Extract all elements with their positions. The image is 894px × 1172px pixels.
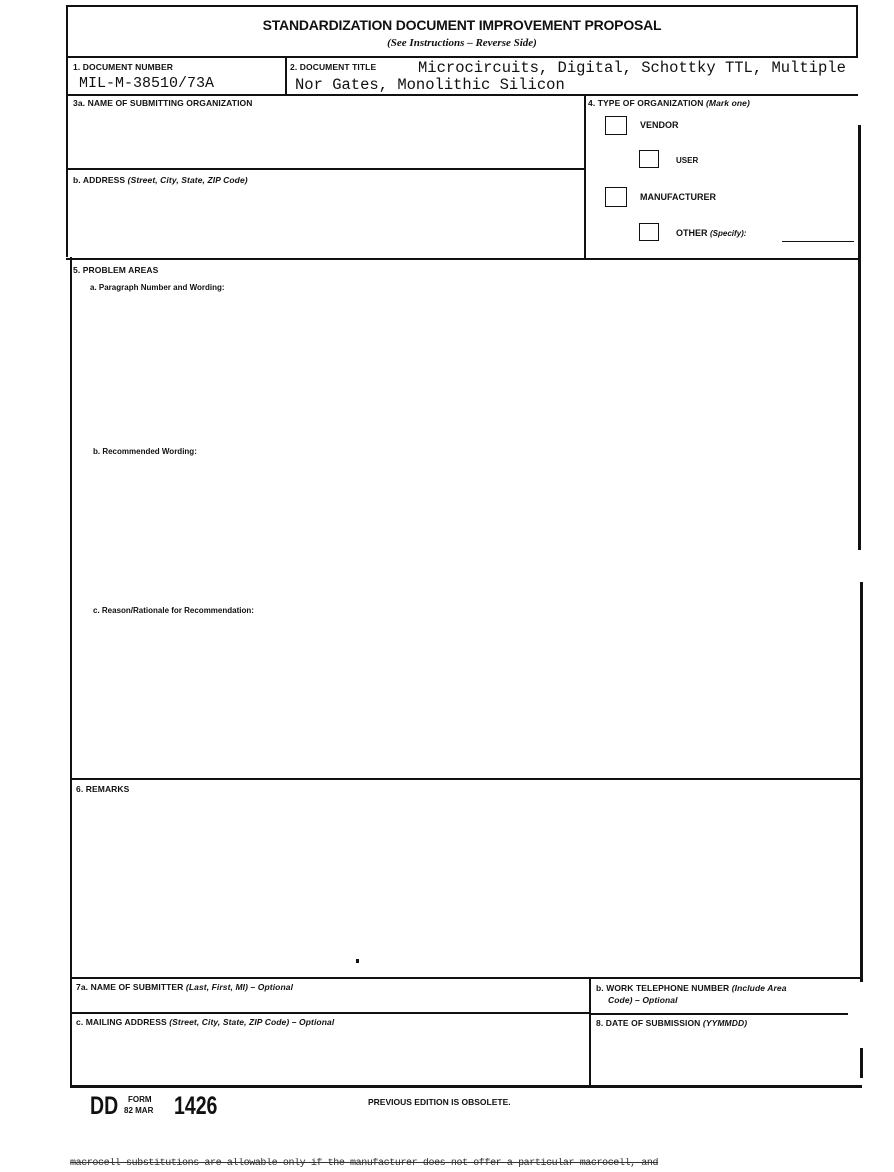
mailing-field[interactable] bbox=[74, 1030, 586, 1082]
row1-divider-v bbox=[285, 57, 287, 94]
doc-title-label: 2. DOCUMENT TITLE bbox=[290, 62, 377, 72]
problem-c-field[interactable] bbox=[74, 620, 856, 775]
other-checkbox[interactable] bbox=[639, 223, 659, 241]
phone-hint: (Include Area bbox=[731, 983, 787, 993]
phone-label-text: b. WORK TELEPHONE NUMBER bbox=[596, 983, 730, 993]
form-border-right-4 bbox=[860, 1048, 863, 1078]
org-name-label: 3a. NAME OF SUBMITTING ORGANIZATION bbox=[73, 98, 253, 108]
form-subtitle: (See Instructions – Reverse Side) bbox=[387, 37, 537, 49]
address-label bbox=[73, 175, 248, 185]
problem-a-field[interactable] bbox=[74, 296, 856, 441]
row7a-bottom bbox=[70, 1012, 590, 1014]
phone-hint-line2: Code) – Optional bbox=[608, 995, 678, 1005]
org-name-field[interactable] bbox=[72, 110, 584, 168]
org-divider-h bbox=[66, 168, 585, 170]
org-type-hint: (Mark one) bbox=[705, 98, 750, 108]
manufacturer-label: MANUFACTURER bbox=[640, 192, 716, 202]
form-border-right-3 bbox=[860, 582, 863, 982]
address-hint: (Street, City, State, ZIP Code) bbox=[127, 175, 248, 185]
doc-title-line1[interactable]: Microcircuits, Digital, Schottky TTL, Multiple bbox=[418, 59, 846, 77]
date-label bbox=[596, 1018, 747, 1028]
row1-bottom bbox=[66, 94, 858, 96]
vendor-checkbox[interactable] bbox=[605, 116, 627, 135]
other-label-text: OTHER bbox=[676, 228, 708, 238]
address-label-text: b. ADDRESS bbox=[73, 175, 126, 185]
mailing-label-text: c. MAILING ADDRESS bbox=[76, 1017, 167, 1027]
form-border-bottom bbox=[70, 1085, 862, 1088]
section6-bottom bbox=[70, 977, 862, 979]
mailing-label bbox=[76, 1017, 334, 1027]
org-type-label-text: 4. TYPE OF ORGANIZATION bbox=[588, 98, 704, 108]
phone-label bbox=[596, 983, 787, 993]
other-hint: (Specify): bbox=[710, 229, 747, 238]
submitter-label-text: 7a. NAME OF SUBMITTER bbox=[76, 982, 184, 992]
mailing-hint: (Street, City, State, ZIP Code) – Optional bbox=[169, 1017, 335, 1027]
problem-a-label: a. Paragraph Number and Wording: bbox=[90, 283, 225, 292]
submitter-divider-v bbox=[589, 978, 591, 1086]
doc-title-line2[interactable]: Nor Gates, Monolithic Silicon bbox=[295, 76, 565, 94]
org-type-divider-v bbox=[584, 95, 586, 258]
problem-areas-label: 5. PROBLEM AREAS bbox=[73, 265, 159, 275]
title-divider bbox=[66, 56, 858, 58]
problem-b-label: b. Recommended Wording: bbox=[93, 447, 197, 456]
form-number: 1426 bbox=[174, 1092, 218, 1120]
address-field[interactable] bbox=[72, 188, 584, 254]
row7b-bottom bbox=[590, 1013, 848, 1015]
submitter-hint: (Last, First, MI) – Optional bbox=[185, 982, 294, 992]
section5-bottom bbox=[70, 778, 862, 780]
other-label bbox=[676, 228, 746, 238]
user-label: USER bbox=[676, 156, 699, 165]
form-dd: DD bbox=[90, 1092, 119, 1120]
remarks-label: 6. REMARKS bbox=[76, 784, 130, 794]
manufacturer-checkbox[interactable] bbox=[605, 187, 627, 207]
form-border-right-2 bbox=[858, 125, 861, 550]
vendor-label: VENDOR bbox=[640, 120, 679, 130]
stray-mark bbox=[356, 959, 359, 963]
problem-b-field[interactable] bbox=[74, 460, 856, 600]
other-specify-line[interactable] bbox=[782, 241, 854, 242]
remarks-field[interactable] bbox=[74, 798, 856, 974]
form-border-top bbox=[66, 5, 858, 7]
form-word: FORM bbox=[128, 1095, 152, 1104]
org-type-label bbox=[588, 98, 750, 108]
date-field[interactable] bbox=[594, 1030, 856, 1082]
submitter-field[interactable] bbox=[74, 995, 586, 1010]
bleed-through-text: macrocell substitutions are allowable only if the manufacturer does not offer a particular macrocell, and bbox=[70, 1158, 659, 1169]
form-border-left-lower bbox=[70, 257, 72, 1087]
date-hint: (YYMMDD) bbox=[702, 1018, 748, 1028]
date-label-text: 8. DATE OF SUBMISSION bbox=[596, 1018, 701, 1028]
doc-number-label: 1. DOCUMENT NUMBER bbox=[73, 62, 174, 72]
edition-note: PREVIOUS EDITION IS OBSOLETE. bbox=[368, 1097, 511, 1107]
user-checkbox[interactable] bbox=[639, 150, 659, 168]
row34-bottom bbox=[66, 258, 858, 260]
doc-number-value[interactable]: MIL-M-38510/73A bbox=[79, 75, 215, 92]
problem-c-label: c. Reason/Rationale for Recommendation: bbox=[93, 606, 254, 615]
form-title: STANDARDIZATION DOCUMENT IMPROVEMENT PROPOSAL bbox=[262, 17, 662, 33]
submitter-label bbox=[76, 982, 293, 992]
form-date: 82 MAR bbox=[124, 1106, 154, 1115]
